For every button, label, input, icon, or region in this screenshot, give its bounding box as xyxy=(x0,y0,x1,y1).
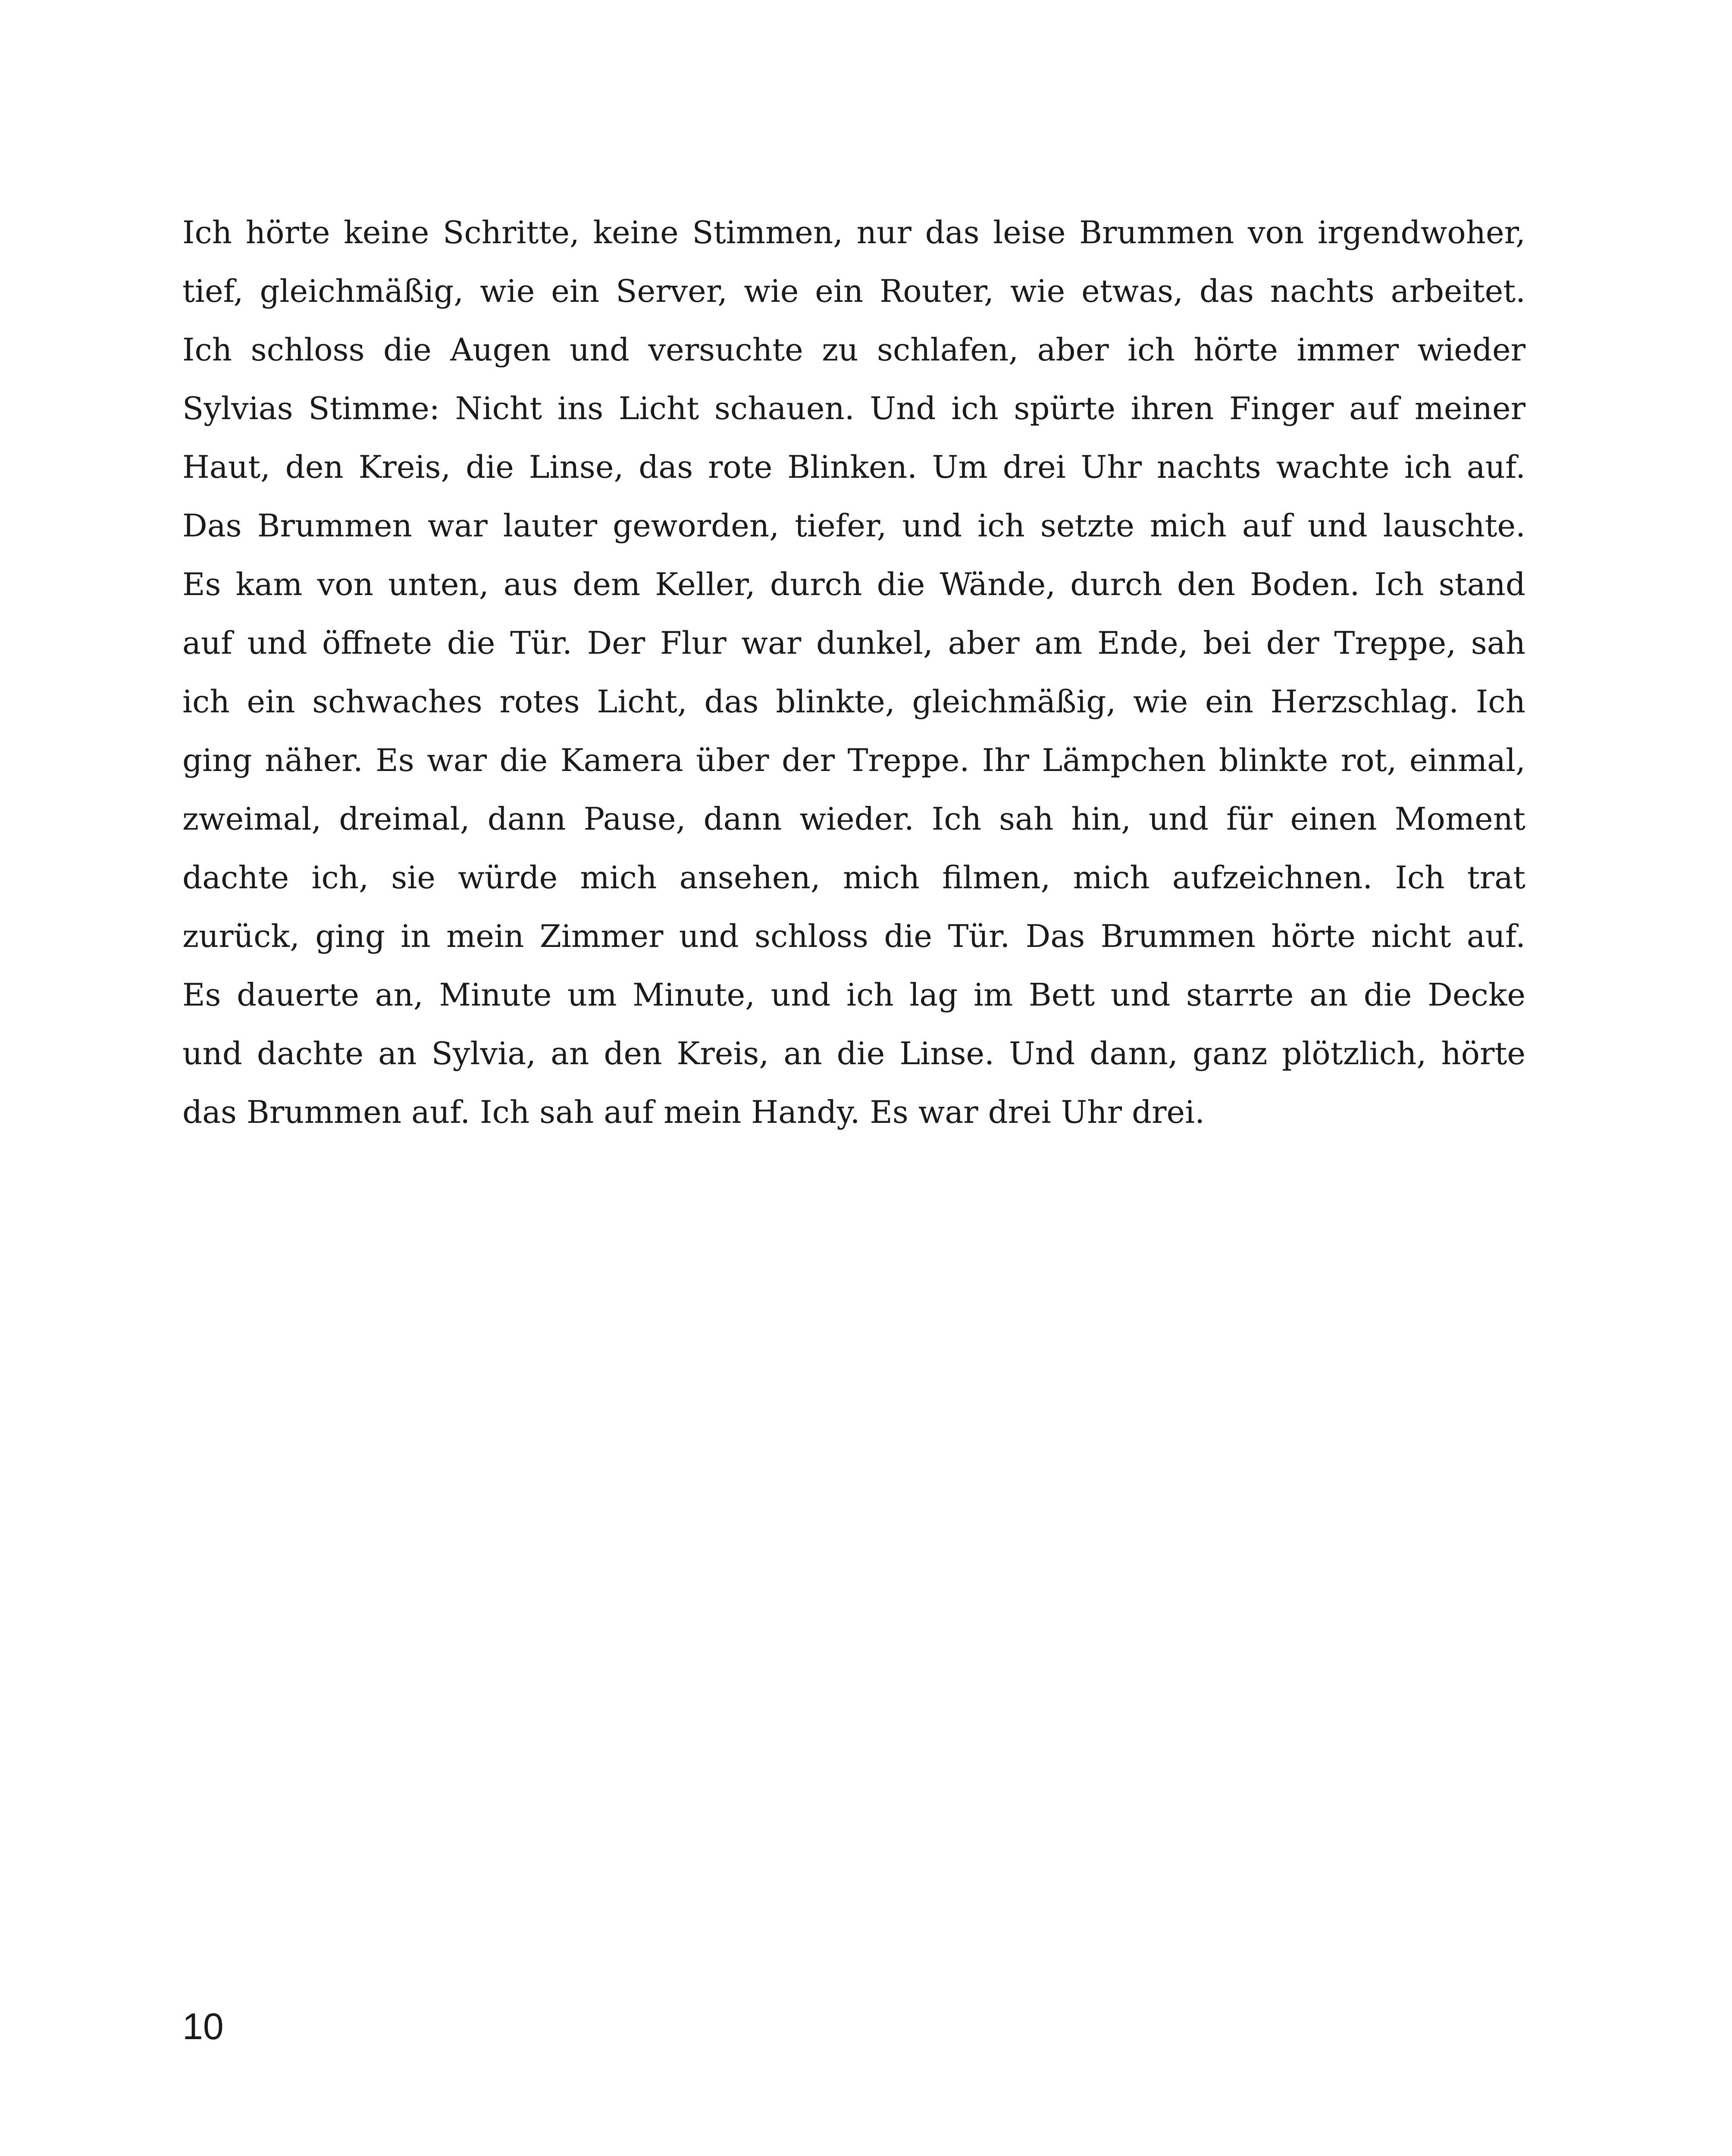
body-paragraph xyxy=(182,203,1525,1141)
text-line: Haut, den Kreis, die Linse, das rote Blinken. Um drei Uhr nachts wachte ich auf. xyxy=(182,449,1525,485)
text-line: dachte ich, sie würde mich ansehen, mich filmen, mich aufzeichnen. Ich trat xyxy=(182,859,1525,896)
text-line: Es kam von unten, aus dem Keller, durch die Wände, durch den Boden. Ich stand xyxy=(182,566,1525,602)
text-line: zweimal, dreimal, dann Pause, dann wieder. Ich sah hin, und für einen Moment xyxy=(182,801,1525,837)
text-line: Das Brummen war lauter geworden, tiefer, und ich setzte mich auf und lauschte. xyxy=(182,508,1525,544)
text-line: tief, gleichmäßig, wie ein Server, wie ein Router, wie etwas, das nachts arbeitet. xyxy=(182,273,1525,309)
text-line: Ich hörte keine Schritte, keine Stimmen, nur das leise Brummen von irgendwoher, xyxy=(182,214,1525,251)
text-line: Sylvias Stimme: Nicht ins Licht schauen. Und ich spürte ihren Finger auf meiner xyxy=(182,390,1525,426)
text-line: das Brummen auf. Ich sah auf mein Handy. Es war drei Uhr drei. xyxy=(182,1094,1205,1130)
text-line: und dachte an Sylvia, an den Kreis, an die Linse. Und dann, ganz plötzlich, hörte xyxy=(182,1035,1525,1072)
text-line: auf und öffnete die Tür. Der Flur war dunkel, aber am Ende, bei der Treppe, sah xyxy=(182,625,1525,661)
page-number: 10 xyxy=(182,2006,224,2047)
text-line: Es dauerte an, Minute um Minute, und ich lag im Bett und starrte an die Decke xyxy=(182,977,1525,1013)
text-line: ging näher. Es war die Kamera über der Treppe. Ihr Lämpchen blinkte rot, einmal, xyxy=(182,742,1525,778)
text-line: Ich schloss die Augen und versuchte zu schlafen, aber ich hörte immer wieder xyxy=(182,332,1525,368)
text-line: ich ein schwaches rotes Licht, das blinkte, gleichmäßig, wie ein Herzschlag. Ich xyxy=(182,683,1525,720)
text-line: zurück, ging in mein Zimmer und schloss die Tür. Das Brummen hörte nicht auf. xyxy=(182,918,1525,954)
